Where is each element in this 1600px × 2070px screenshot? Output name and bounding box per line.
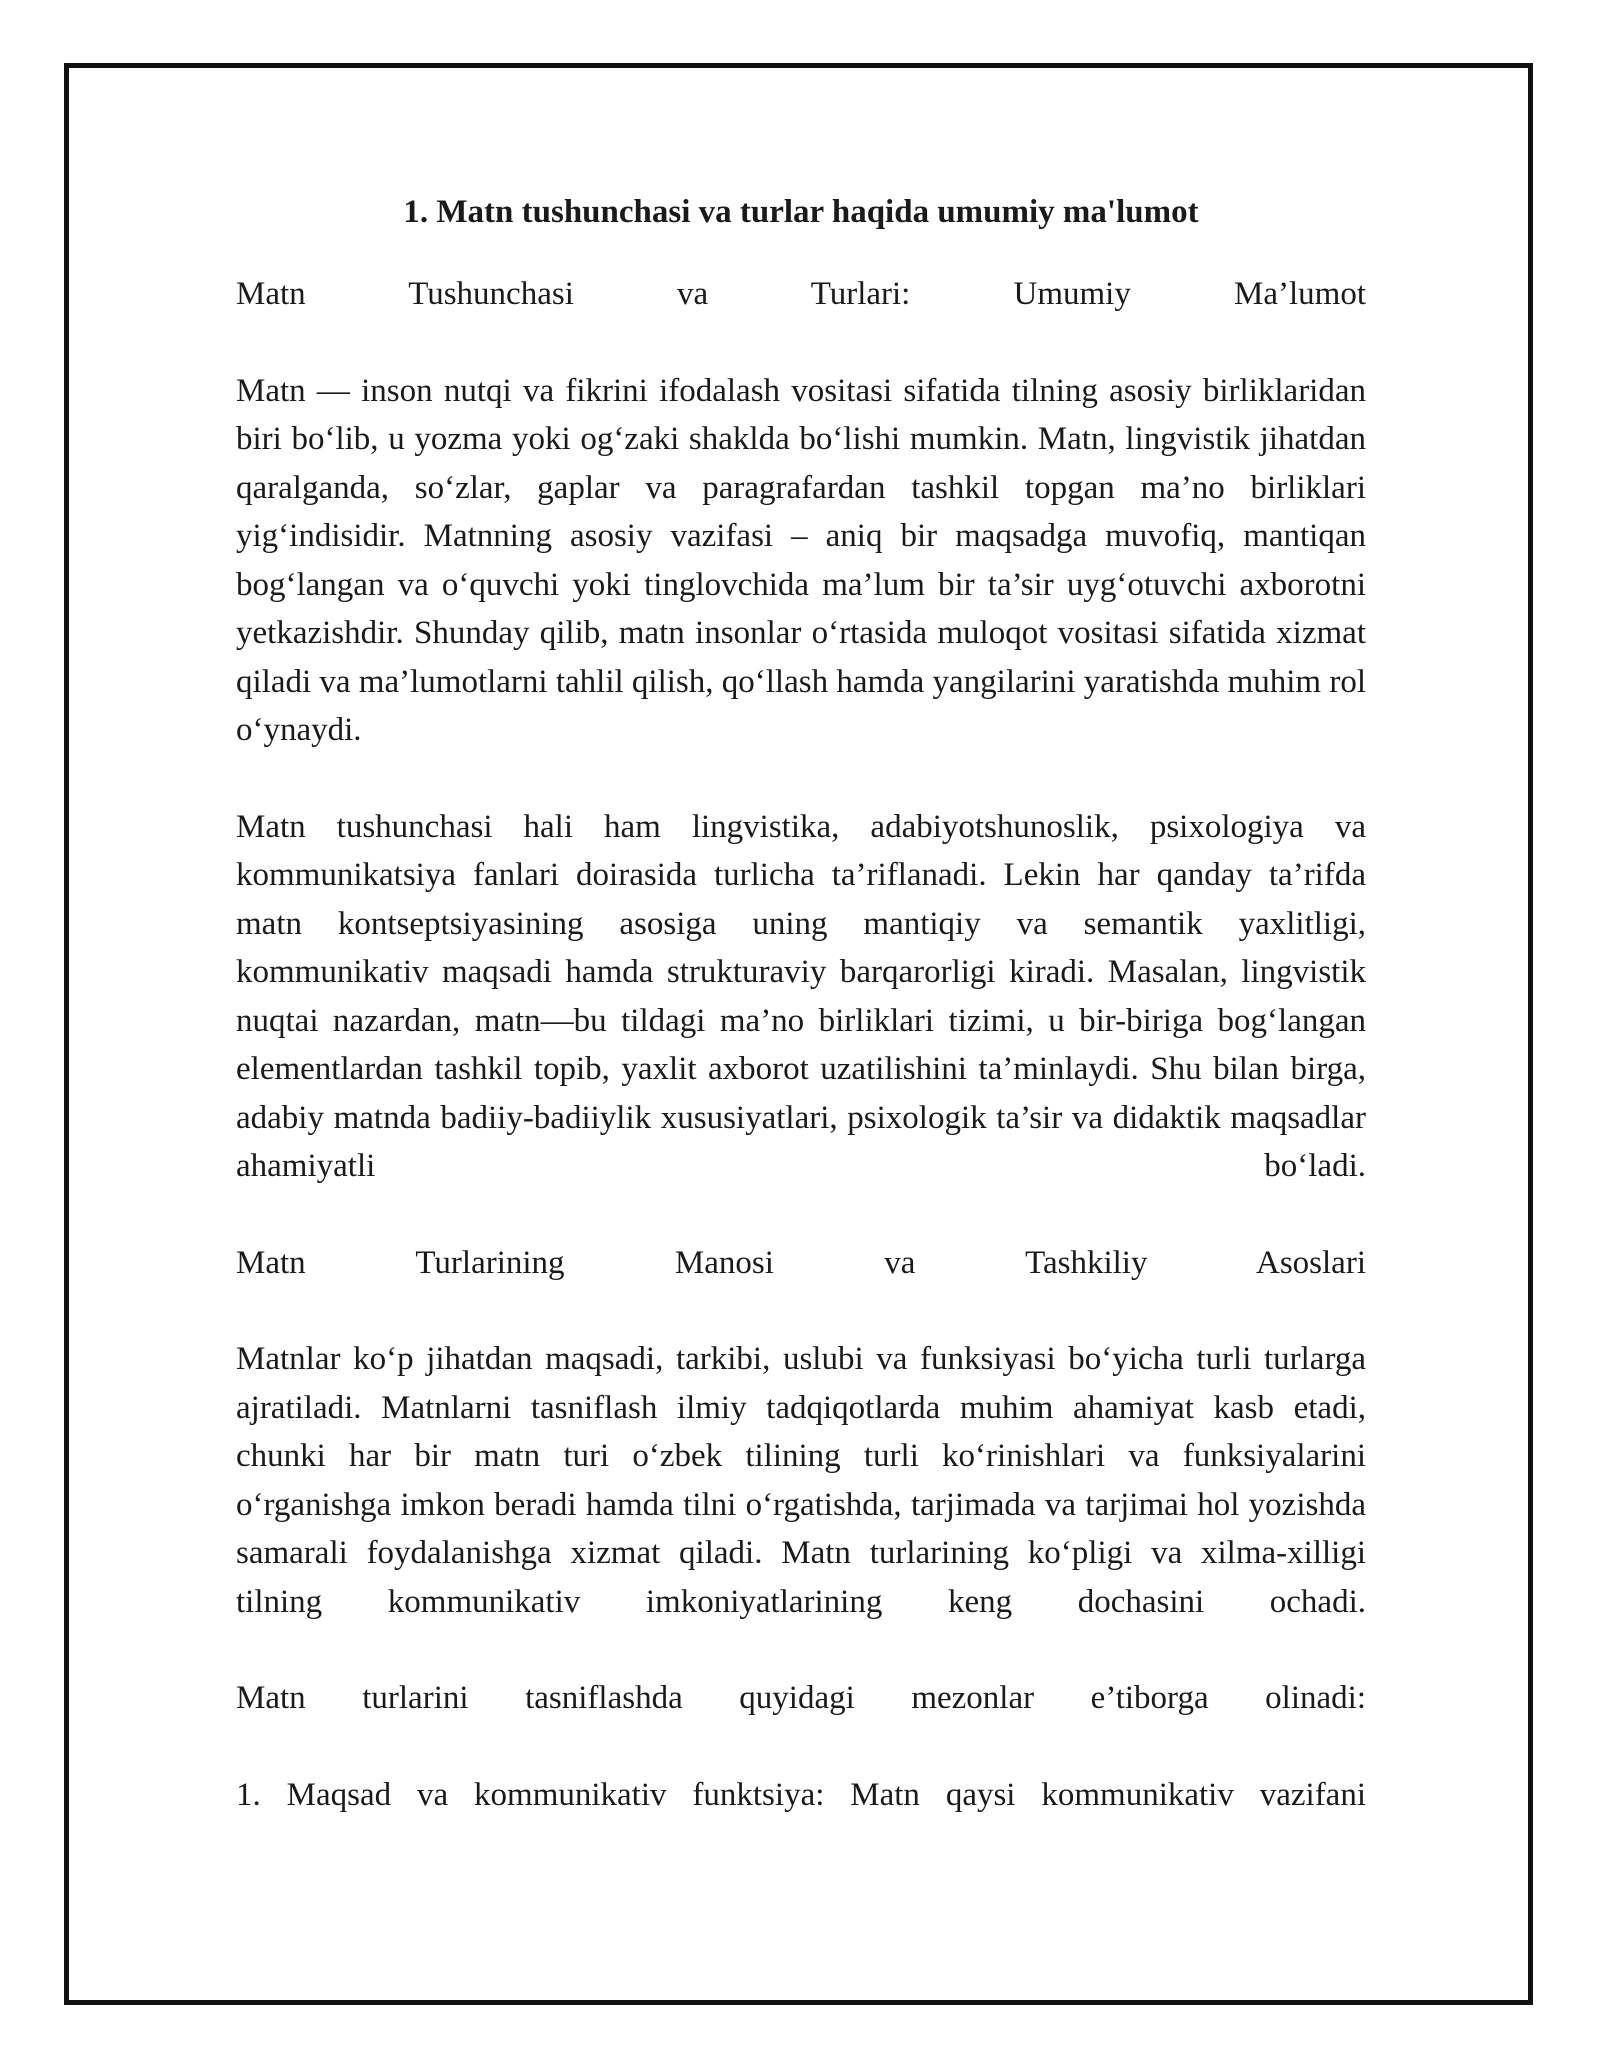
subheading-matn-turlari: Matn Turlarining Manosi va Tashkiliy Asoslari [236, 1244, 1366, 1281]
paragraph-criteria-intro: Matn turlarini tasniflashda quyidagi mezonlar e’tiborga olinadi: [236, 1680, 1366, 1716]
list-item-criterion-1: 1. Maqsad va kommunikativ funktsiya: Matn qaysi kommunikativ vazifani [236, 1776, 1366, 1813]
paragraph-matn-types: Matnlar ko‘p jihatdan maqsadi, tarkibi, uslubi va funksiyasi bo‘yicha turli turlarga ajratiladi. Matnlarni tasniflash ilmiy tadqiqotlarda muhim ahamiyat kasb etadi, chunki har bir matn turi o‘zbek tilining turli ko‘rinishlari va funksiyalarini o‘rganishga imkon beradi hamda tilni o‘rgatishda, tarjimada va tarjimai hol yozishda samarali foydalanishga xizmat qiladi. Matn turlarining ko‘pligi va xilma-xilligi tilning kommunikativ imkoniyatlarining keng dochasini ochadi. [236, 1341, 1366, 1620]
paragraph-matn-concept: Matn tushunchasi hali ham lingvistika, adabiyotshunoslik, psixologiya va kommunikatsiya fanlari doirasida turlicha ta’riflanadi. Lekin har qanday ta’rifda matn kontseptsiyasining asosiga uning mantiqiy va semantik yaxlitligi, kommunikativ maqsadi hamda strukturaviy barqarorligi kiradi. Masalan, lingvistik nuqtai nazardan, matn—bu tildagi ma’no birliklari tizimi, u bir-biriga bog‘langan elementlardan tashkil topib, yaxlit axborot uzatilishini ta’minlaydi. Shu bilan birga, adabiy matnda badiiy-badiiylik xususiyatlari, psixologik ta’sir va didaktik maqsadlar ahamiyatli bo‘ladi. [236, 808, 1366, 1184]
document-body [236, 184, 1366, 1819]
subheading-matn-tushunchasi: Matn Tushunchasi va Turlari: Umumiy Ma’lumot [236, 276, 1366, 312]
paragraph-matn-definition: Matn — inson nutqi va fikrini ifodalash vositasi sifatida tilning asosiy birliklaridan biri bo‘lib, u yozma yoki og‘zaki shaklda bo‘lishi mumkin. Matn, lingvistik jihatdan qaralganda, so‘zlar, gaplar va paragrafardan tashkil topgan ma’no birliklari yig‘indisidir. Matnning asosiy vazifasi – aniq bir maqsadga muvofiq, mantiqan bog‘langan va o‘quvchi yoki tinglovchida ma’lum bir ta’sir uyg‘otuvchi axborotni yetkazishdir. Shunday qilib, matn insonlar o‘rtasida muloqot vositasi sifatida xizmat qiladi va ma’lumotlarni tahlil qilish, qo‘llash hamda yangilarini yaratishda muhim rol o‘ynaydi. [236, 372, 1367, 748]
document-title: 1. Matn tushunchasi va turlar haqida umumiy ma'lumot [403, 194, 1199, 230]
